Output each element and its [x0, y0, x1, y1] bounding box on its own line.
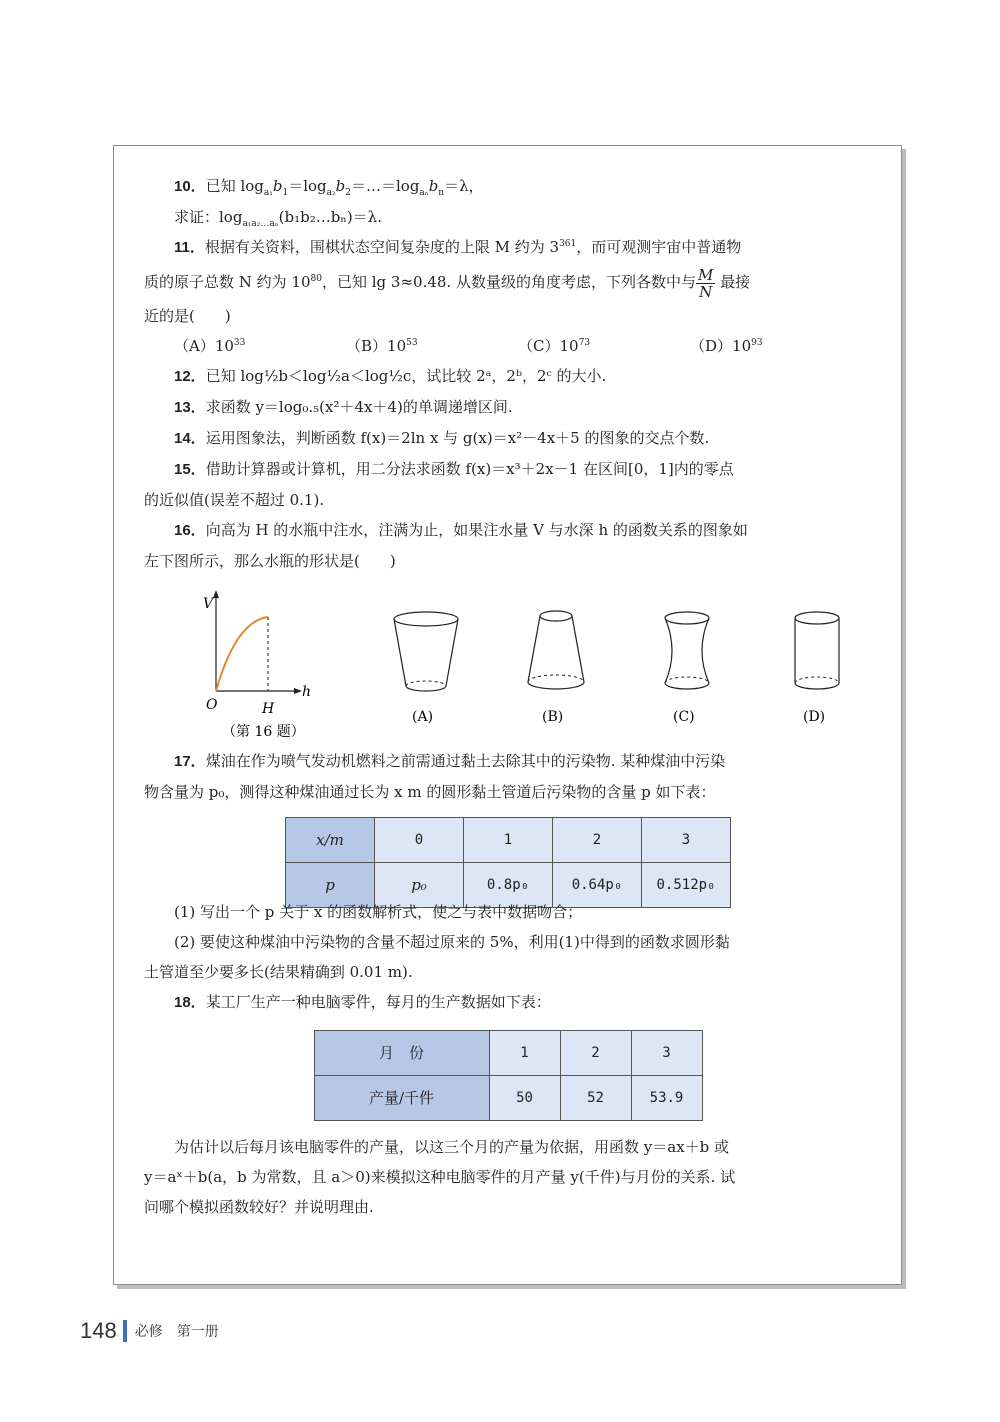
- table-cell: 0.8p₀: [464, 863, 553, 908]
- page-footer: [80, 1318, 219, 1344]
- q11-line2b: ，已知 lg 3≈0.48. 从数量级的角度考虑，下列各数中与: [321, 273, 696, 291]
- q11-line2c: 最接: [715, 273, 751, 291]
- q11-exp1: 361: [559, 239, 577, 249]
- question-17: 17．煤油在作为喷气发动机燃料之前需通过黏土去除其中的污染物. 某种煤油中污染: [174, 752, 726, 770]
- table-row: [286, 818, 731, 863]
- q11-line1: 根据有关资料，围棋状态空间复杂度的上限 M 约为 3: [204, 238, 560, 256]
- question-17-line2: 物含量为 p₀，测得这种煤油通过长为 x m 的圆形黏土管道后污染物的含量 p 如下表：: [144, 783, 716, 801]
- question-11-line3: 近的是( ): [144, 307, 231, 325]
- page-number: 148: [80, 1318, 117, 1343]
- q11-choices: [144, 331, 872, 361]
- q11-exp2: 80: [310, 274, 322, 284]
- option-d-label: (D): [803, 709, 826, 725]
- table-cell: 产量/千件: [314, 1076, 489, 1121]
- exercise-content: [144, 171, 872, 1222]
- option-a-label: (A): [412, 709, 434, 725]
- option-b-label: (B): [542, 709, 564, 725]
- q10-text-b: ＝log: [288, 177, 327, 195]
- question-13: 13．求函数 y＝log₀.₅(x²＋4x＋4)的单调递增区间.: [174, 398, 513, 416]
- bottle-a: [394, 612, 458, 691]
- question-15: 15．借助计算器或计算机，用二分法求函数 f(x)＝x³＋2x－1 在区间[0，1]内的零点: [174, 460, 734, 478]
- q16-figure-svg: [144, 576, 872, 741]
- q17-table-wrap: [144, 817, 872, 894]
- choice-a: $(A)10^{33}$: [174, 337, 246, 355]
- table-cell: x/m: [286, 818, 375, 863]
- table-cell: 53.9: [631, 1076, 702, 1121]
- q11-line1-tail: ，而可观测宇宙中普通物: [576, 238, 742, 256]
- table-cell: 1: [464, 818, 553, 863]
- accent-bar: [123, 1320, 127, 1342]
- q17-sub1: (1) 写出一个 p 关于 x 的函数解析式，使之与表中数据吻合；: [174, 903, 583, 921]
- question-14: 14．运用图象法，判断函数 f(x)＝2ln x 与 g(x)＝x²－4x＋5 的图象的交点个数.: [174, 429, 710, 447]
- volume-curve: [216, 617, 268, 691]
- q18-para3: 问哪个模拟函数较好？并说明理由.: [144, 1198, 374, 1216]
- table-cell: 2: [560, 1031, 631, 1076]
- q18-para1: 为估计以后每月该电脑零件的产量，以这三个月的产量为依据，用函数 y＝ax＋b 或: [174, 1138, 730, 1156]
- table-cell: 0.64p₀: [553, 863, 642, 908]
- v-label: V: [203, 596, 214, 612]
- book-title: 必修 第一册: [134, 1323, 219, 1339]
- figure-caption: （第 16 题）: [222, 724, 305, 740]
- q18-table-wrap: [144, 1030, 872, 1120]
- q17-sub2a: (2) 要使这种煤油中污染物的含量不超过原来的 5%，利用(1)中得到的函数求圆形黏: [174, 933, 730, 951]
- origin-label: O: [206, 697, 218, 713]
- choice-d: $(D)10^{93}$: [690, 337, 763, 355]
- q10-text-a: 已知 log: [205, 177, 264, 195]
- question-10: 10．已知 $\log_{a_1}b_1=\log_{a_2}b_2=\dots=\log_{a_n}b_n=\lambda$，: [174, 177, 484, 198]
- table-row: [314, 1076, 702, 1121]
- h-label: h: [302, 684, 312, 700]
- question-11-line2: [144, 263, 872, 301]
- q18-para2: y＝aˣ＋b(a，b 为常数，且 a＞0)来模拟这种电脑零件的月产量 y(千件)与月份的关系. 试: [144, 1168, 736, 1186]
- choice-b: $(B)10^{53}$: [346, 337, 418, 355]
- table-cell: 0.512p₀: [642, 863, 731, 908]
- table-cell: 月 份: [314, 1031, 489, 1076]
- choice-c: $(C)10^{73}$: [518, 337, 591, 355]
- question-18: 18．某工厂生产一种电脑零件，每月的生产数据如下表：: [174, 993, 551, 1011]
- m-over-n-fraction: $\frac{M}{N}$: [697, 265, 714, 301]
- question-10-proof: 求证：$\log_{a_1a_2\dots a_n}(b_1b_2\dots b_n)=\lambda$.: [174, 208, 382, 229]
- table-row: [314, 1031, 702, 1076]
- bottle-d: [795, 612, 839, 689]
- v-axis-arrow: [213, 590, 219, 598]
- question-11: 11．根据有关资料，围棋状态空间复杂度的上限 M 约为 $3^{361}$，而可观测宇宙中普通物: [174, 238, 742, 256]
- q11-line2a: 质的原子总数 N 约为 10: [144, 273, 311, 291]
- H-label: H: [262, 701, 275, 717]
- question-12: 12．已知 log½b＜log½a＜log½c，试比较 2ᵃ，2ᵇ，2ᶜ 的大小.: [174, 367, 607, 385]
- q17-sub2b: 土管道至少要多长(结果精确到 0.01 m).: [144, 963, 413, 981]
- q10-proof-tail: (b₁b₂…bₙ)＝λ.: [278, 208, 382, 226]
- table-cell: 52: [560, 1076, 631, 1121]
- h-axis-arrow: [294, 688, 302, 694]
- table-cell: 3: [631, 1031, 702, 1076]
- bottle-c: [665, 612, 709, 689]
- option-c-label: (C): [673, 709, 695, 725]
- q17-table: [285, 817, 731, 908]
- q10-text-d: ＝λ，: [444, 177, 484, 195]
- q10-proof-label: 求证：log: [174, 208, 243, 226]
- question-16-line2: 左下图所示，那么水瓶的形状是( ): [144, 552, 396, 570]
- table-cell: 2: [553, 818, 642, 863]
- q18-table: [314, 1030, 703, 1121]
- q16-figure: [144, 576, 872, 741]
- table-cell: 0: [375, 818, 464, 863]
- table-cell: p₀: [375, 863, 464, 908]
- q10-text-c: ＝…＝log: [350, 177, 420, 195]
- exercise-box: [113, 145, 902, 1285]
- table-cell: 50: [489, 1076, 560, 1121]
- question-15-line2: 的近似值(误差不超过 0.1).: [144, 491, 325, 509]
- table-cell: 3: [642, 818, 731, 863]
- table-cell: p: [286, 863, 375, 908]
- question-16: 16．向高为 H 的水瓶中注水，注满为止，如果注水量 V 与水深 h 的函数关系的图象如: [174, 521, 748, 539]
- bottle-b: [528, 611, 584, 689]
- table-cell: 1: [489, 1031, 560, 1076]
